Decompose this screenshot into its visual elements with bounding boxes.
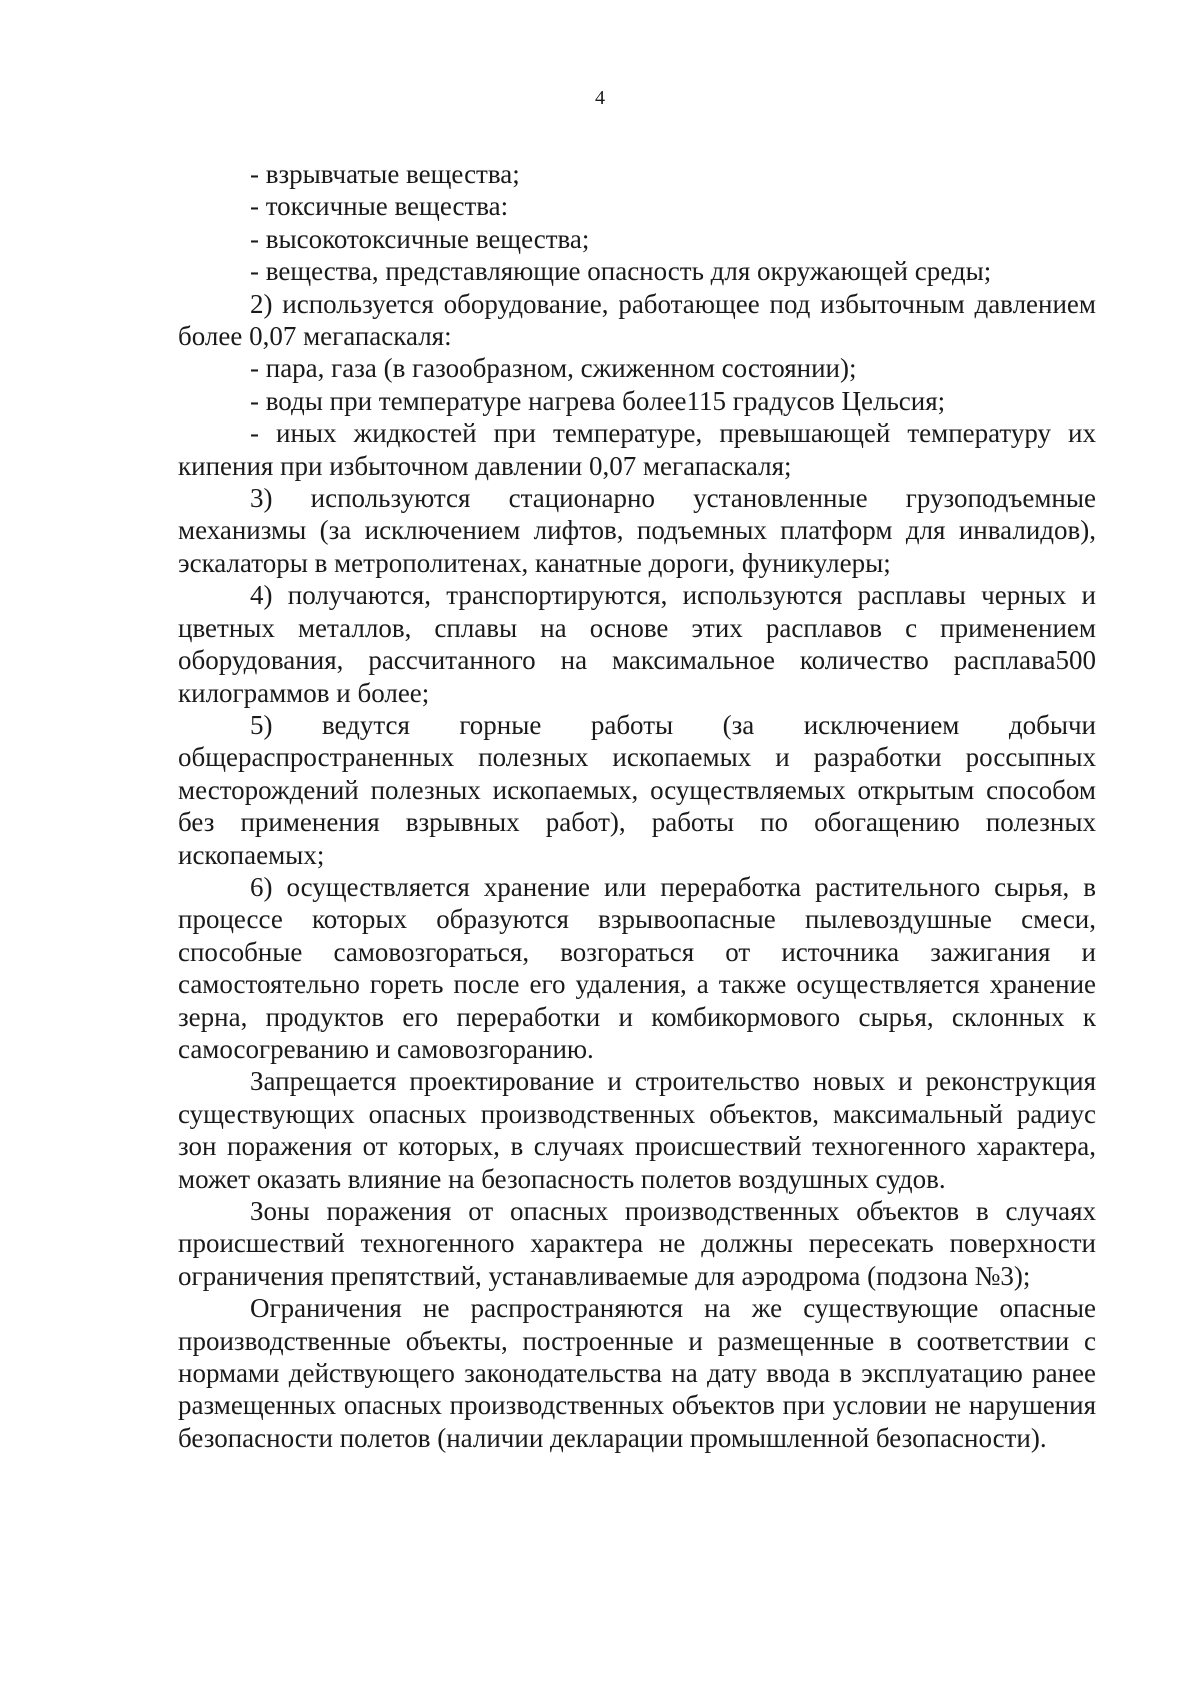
list-item-other-liquids: - иных жидкостей при температуре, превышающей температуру их кипения при избыточном давлении 0,07 мегапаскаля; [178,418,1096,481]
document-body [178,158,1096,1454]
numbered-item-2-pressure-equipment: 2) используется оборудование, работающее под избыточным давлением более 0,07 мегапаскаля: [178,288,1096,352]
list-item-steam-gas: - пара, газа (в газообразном, сжиженном состоянии); [250,353,857,384]
numbered-item-3-lifting-mechanisms: 3) используются стационарно установленные грузоподъемные механизмы (за исключением лифтов, подъемных платформ для инвалидов), эскалаторы в метрополитенах, канатные дороги, фуникулеры; [178,483,1096,578]
paragraph-prohibition: Запрещается проектирование и строительство новых и реконструкция существующих опасных производственных объектов, максимальный радиус зон поражения от которых, в случаях происшествий техногенного характера, может оказать влияние на безопасность полетов воздушных судов. [178,1066,1096,1194]
numbered-item-4-metal-melts: 4) получаются, транспортируются, используются расплавы черных и цветных металлов, сплавы на основе этих расплавов с применением оборудования, рассчитанного на максимальное количество расплава500 килограммов и более; [178,580,1096,708]
paragraph-restrictions-exemption: Ограничения не распространяются на же существующие опасные производственные объекты, построенные и размещенные в соответствии с нормами действующего законодательства на дату ввода в эксплуатацию ранее размещенных опасных производственных объектов при условии не нарушения безопасности полетов (наличии декларации промышленной безопасности). [178,1293,1096,1453]
numbered-item-6-raw-material-storage: 6) осуществляется хранение или переработка растительного сырья, в процессе которых образуются взрывоопасные пылевоздушные смеси, способные самовозгораться, возгораться от источника зажигания и самостоятельно гореть после его удаления, а также осуществляется хранение зерна, продуктов его переработки и комбикормового сырья, склонных к самосогреванию и самовозгоранию. [178,871,1096,1064]
paragraph-damage-zones: Зоны поражения от опасных производственных объектов в случаях происшествий техногенного характера не должны пересекать поверхности ограничения препятствий, устанавливаемые для аэродрома (подзона №3); [178,1196,1096,1291]
page-number: 4 [595,87,605,109]
list-item-environmental-hazard: - вещества, представляющие опасность для окружающей среды; [250,256,992,287]
list-item-explosive-substances: - взрывчатые вещества; [250,159,520,189]
numbered-item-5-mining: 5) ведутся горные работы (за исключением добычи общераспространенных полезных ископаемых и разработки россыпных месторождений полезных ископаемых, осуществляемых открытым способом без применения взрывных работ), работы по обогащению полезных ископаемых; [178,709,1096,870]
list-item-toxic-substances: - токсичные вещества: [250,191,509,222]
list-item-highly-toxic-substances: - высокотоксичные вещества; [250,223,590,254]
list-item-water-temperature: - воды при температуре нагрева более115 градусов Цельсия; [250,385,946,416]
